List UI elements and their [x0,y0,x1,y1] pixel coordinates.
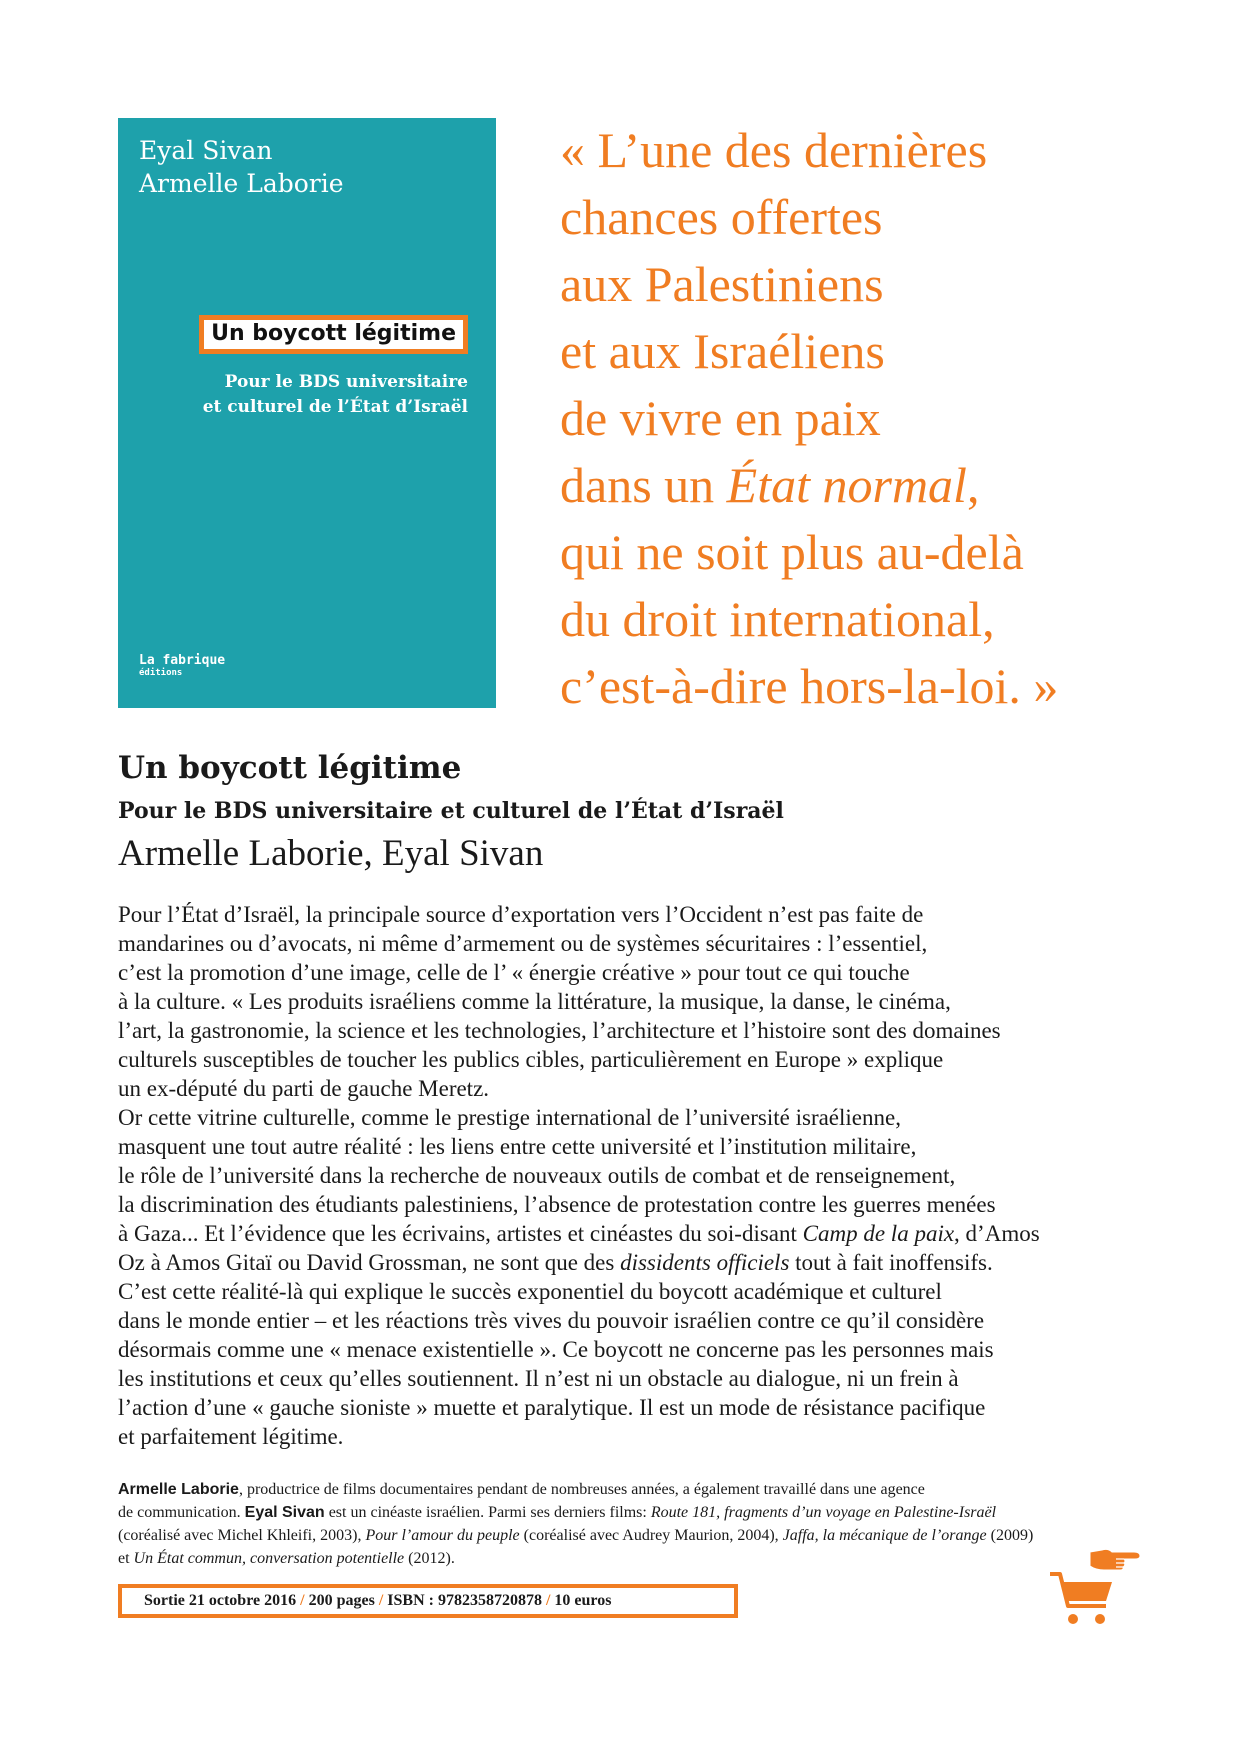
pull-quote [560,117,1160,720]
body-line: C’est cette réalité-là qui explique le succès exponentiel du boycott académique et culturel [118,1279,942,1304]
bio-film-title: Un État commun, conversation potentielle [133,1550,405,1567]
bio-film-title: Route 181, fragments d’un voyage en Palestine-Israël [650,1504,997,1521]
quote-text: , [966,457,980,513]
bio-text: est un cinéaste israélien. Parmi ses derniers films: [324,1504,651,1521]
body-emphasis: Camp de la paix [802,1221,955,1246]
body-emphasis: dissidents officiels [620,1250,790,1275]
separator: / [545,1592,551,1609]
body-line: culturels susceptibles de toucher les publics cibles, particulièrement en Europe » explique [118,1047,944,1072]
separator: / [378,1592,384,1609]
release-date: Sortie 21 octobre 2016 [144,1592,297,1609]
bio-text: (2009) [986,1527,1034,1544]
publisher-subname: éditions [139,668,183,678]
quote-line: chances offertes [560,189,883,245]
body-line: masquent une tout autre réalité : les liens entre cette université et l’institution militaire, [118,1134,917,1159]
body-line: Or cette vitrine culturelle, comme le prestige international de l’université israélienne, [118,1105,901,1130]
body-line: l’art, la gastronomie, la science et les technologies, l’architecture et l’histoire sont des domaines [118,1018,1001,1043]
cover-author: Armelle Laborie [139,169,344,198]
cover-subtitle [203,370,468,420]
bio-author-name: Armelle Laborie [118,1481,239,1498]
body-line: à la culture. « Les produits israéliens comme la littérature, la musique, la danse, le cinéma, [118,989,951,1014]
bio-text: (coréalisé avec Michel Khleifi, 2003), [118,1527,366,1544]
bio-text: , productrice de films documentaires pendant de nombreuses années, a également travaillé dans une agence [238,1481,925,1498]
quote-line [560,452,1160,519]
cover-title-frame [199,315,468,354]
book-cover [118,118,496,708]
bio-text: de communication. [118,1504,245,1521]
publisher-name: La fabrique [139,653,226,668]
price: 10 euros [554,1592,612,1609]
bio-line [118,1524,1118,1547]
isbn: ISBN : 9782358720878 [387,1592,542,1609]
cover-author: Eyal Sivan [139,136,273,165]
body-line [118,1219,1118,1248]
body-line: un ex-député du parti de gauche Meretz. [118,1076,490,1101]
quote-line: du droit international, [560,591,995,647]
body-text: à Gaza... Et l’évidence que les écrivains, artistes et cinéastes du soi-disant [118,1221,803,1246]
quote-line: et aux Israéliens [560,323,885,379]
book-title: Un boycott légitime [118,750,462,786]
body-line: l’action d’une « gauche sioniste » muette et paralytique. Il est un mode de résistance pacifique [118,1395,986,1420]
cover-authors [139,134,344,200]
description-text [118,900,1118,1451]
body-line [118,1248,1118,1277]
bio-line [118,1547,1118,1570]
cover-subtitle-line: et culturel de l’État d’Israël [202,397,468,417]
body-line: mandarines ou d’avocats, ni même d’armement ou de systèmes sécuritaires : l’essentiel, [118,931,928,956]
publication-info-bar [118,1584,738,1618]
quote-line: c’est-à-dire hors-la-loi. » [560,658,1059,714]
shopping-cart-icon[interactable] [1048,1568,1116,1630]
bio-line [118,1501,1118,1524]
bio-text: et [118,1550,134,1567]
bio-author-name: Eyal Sivan [244,1504,325,1521]
body-line: dans le monde entier – et les réactions très vives du pouvoir israélien contre ce qu’il considère [118,1308,985,1333]
quote-line: qui ne soit plus au-delà [560,524,1024,580]
body-text: , d’Amos [954,1221,1040,1246]
bio-film-title: Jaffa, la mécanique de l’orange [782,1527,987,1544]
body-text: tout à fait inoffensifs. [789,1250,993,1275]
body-line: et parfaitement légitime. [118,1424,344,1449]
body-line: Pour l’État d’Israël, la principale source d’exportation vers l’Occident n’est pas faite de [118,902,924,927]
quote-line: « L’une des dernières [560,122,988,178]
cover-title: Un boycott légitime [204,320,463,349]
quote-line: aux Palestiniens [560,256,884,312]
bio-film-title: Pour l’amour du peuple [365,1527,520,1544]
body-line: désormais comme une « menace existentielle ». Ce boycott ne concerne pas les personnes mais [118,1337,994,1362]
quote-line: de vivre en paix [560,390,881,446]
quote-emphasis: État normal [726,457,967,513]
body-line: c’est la promotion d’une image, celle de l’ « énergie créative » pour tout ce qui touche [118,960,910,985]
publisher-logo [139,654,225,678]
quote-text: dans un [560,457,727,513]
body-line: la discrimination des étudiants palestiniens, l’absence de protestation contre les guerres menées [118,1192,996,1217]
book-subtitle: Pour le BDS universitaire et culturel de l’État d’Israël [118,798,784,824]
bio-text: (2012). [404,1550,455,1567]
page-count: 200 pages [308,1592,375,1609]
cover-subtitle-line: Pour le BDS universitaire [224,372,468,392]
separator: / [300,1592,305,1609]
body-line: le rôle de l’université dans la recherche de nouveaux outils de combat et de renseignement, [118,1163,956,1188]
book-authors: Armelle Laborie, Eyal Sivan [118,833,544,874]
body-text: Oz à Amos Gitaï ou David Grossman, ne sont que des [118,1250,621,1275]
bio-text: (coréalisé avec Audrey Maurion, 2004), [519,1527,783,1544]
author-bio [118,1478,1118,1570]
bio-line [118,1478,1118,1501]
body-line: les institutions et ceux qu’elles soutiennent. Il n’est ni un obstacle au dialogue, ni un frein à [118,1366,959,1391]
